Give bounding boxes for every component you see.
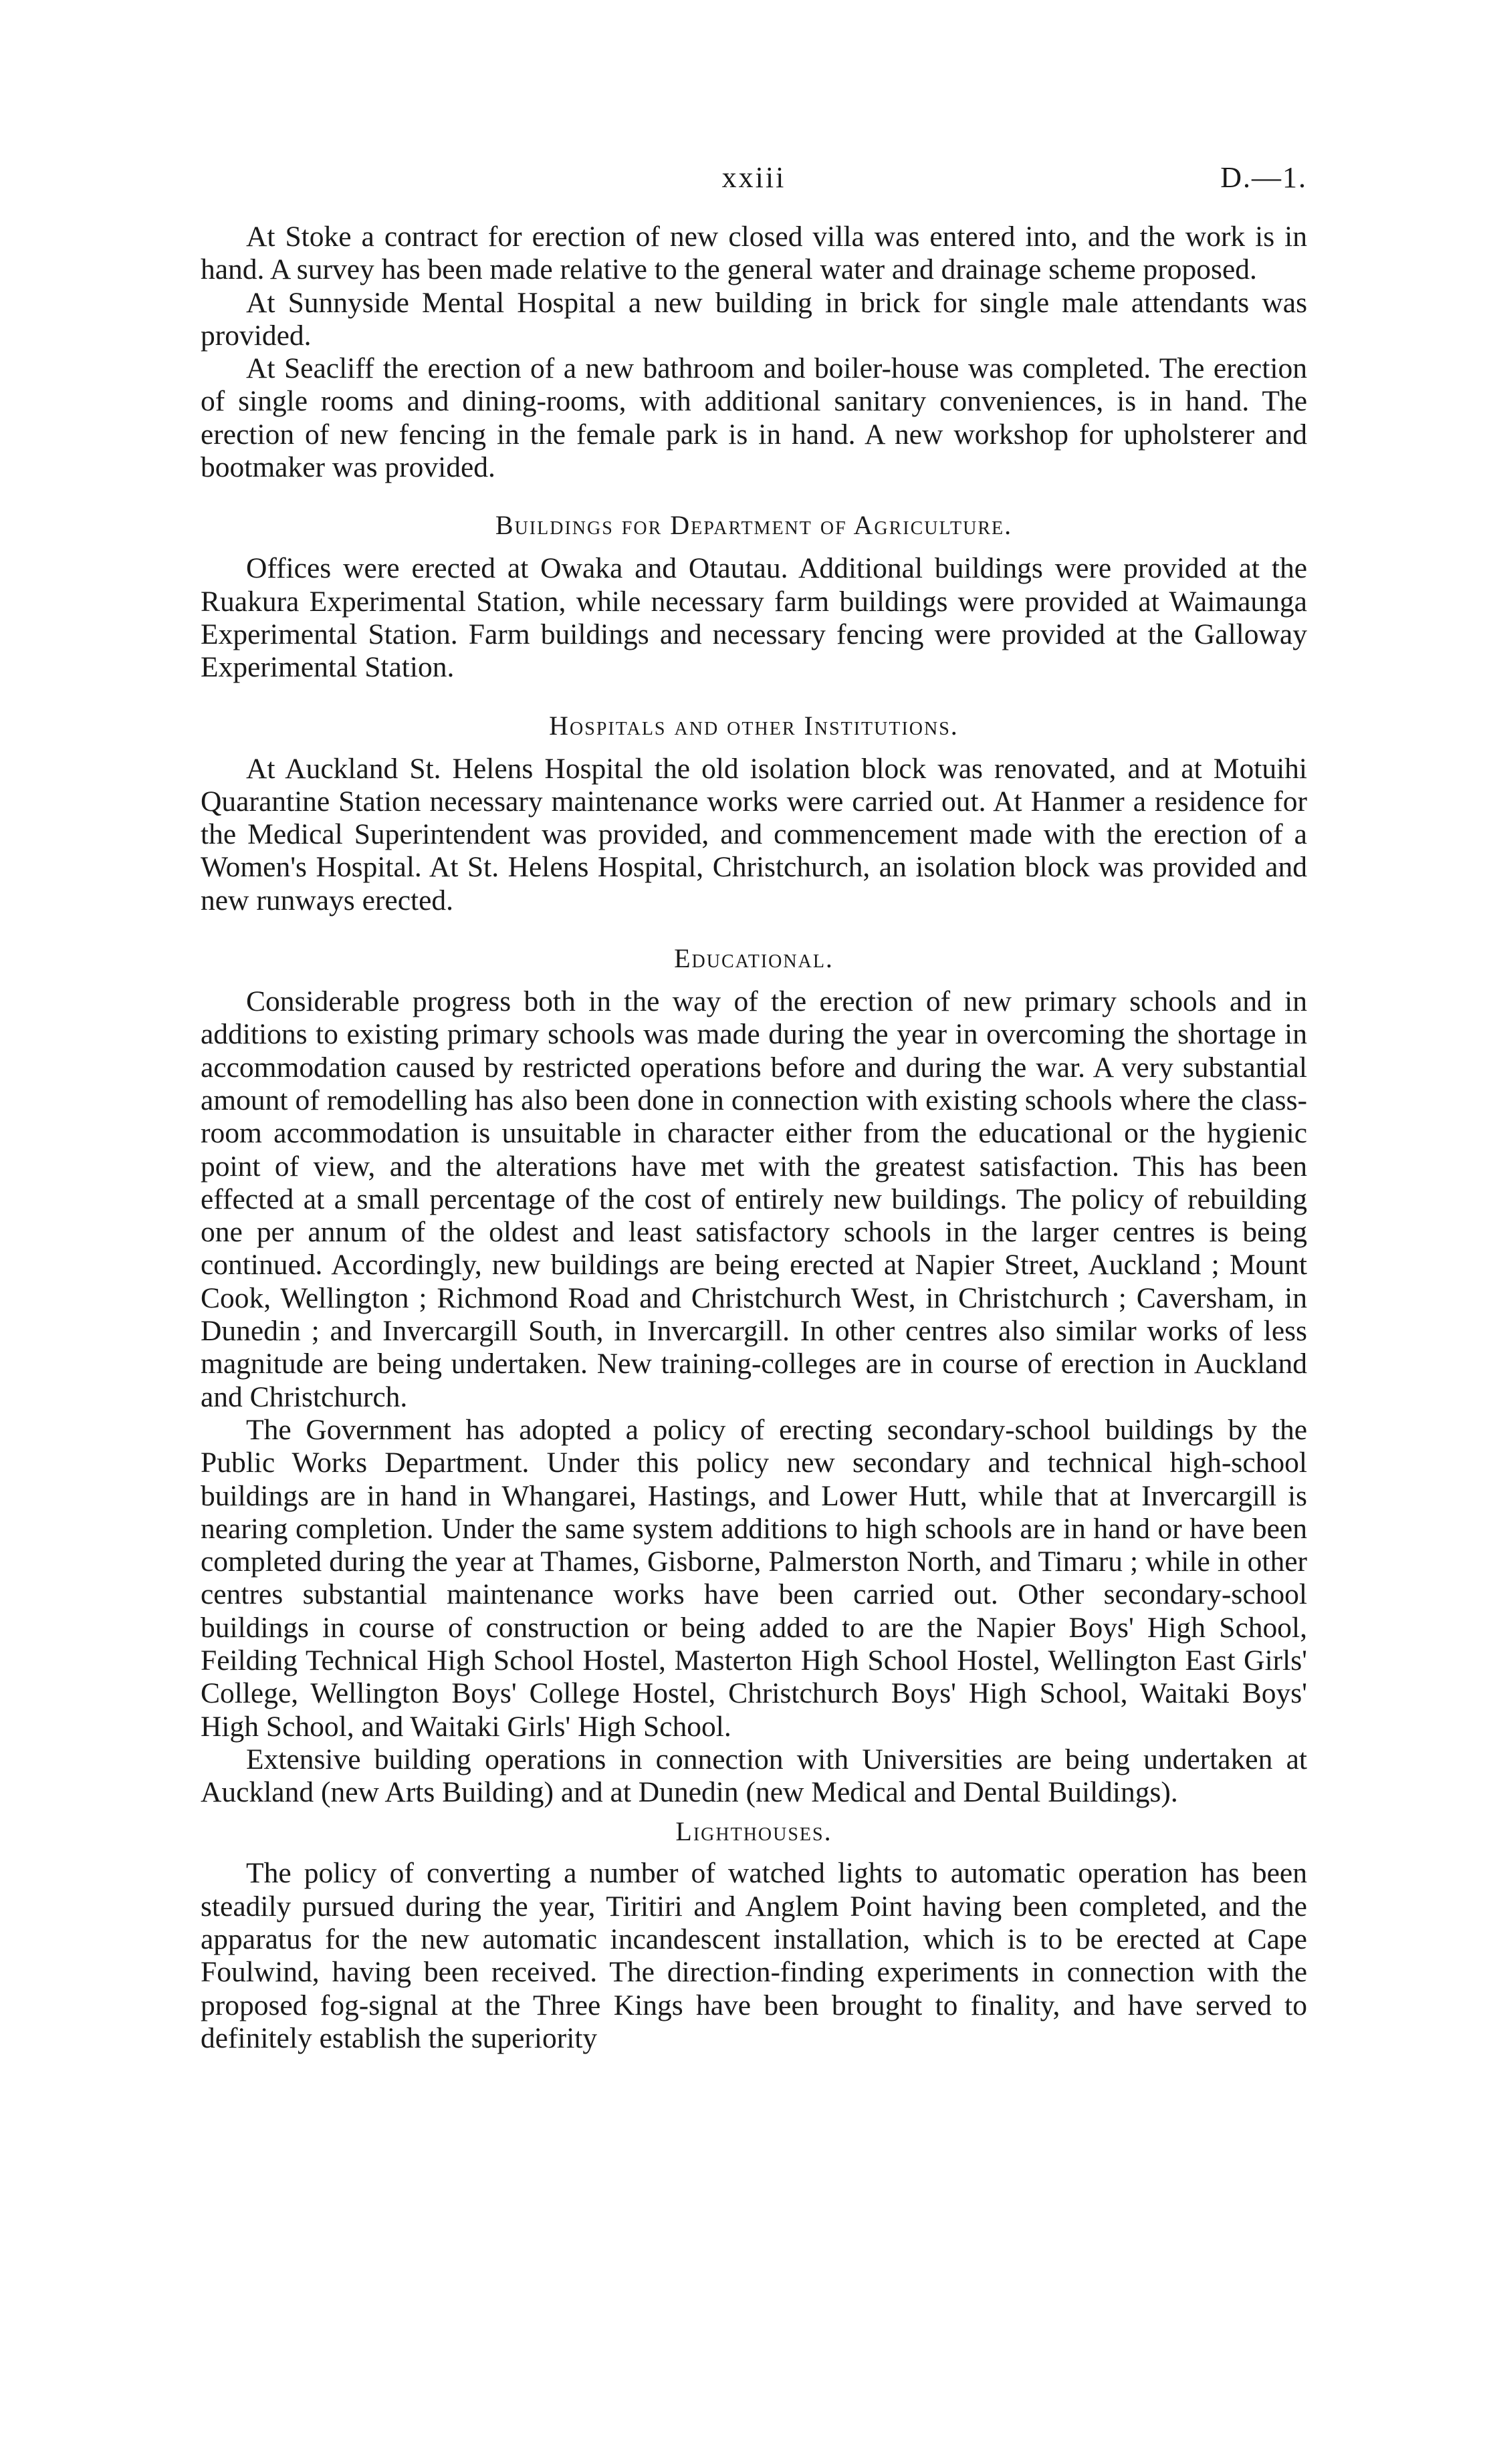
- paragraph-educational-universities: Extensive building operations in connection with Universities are being undertaken at Auckland (new Arts Building) and at Dunedin (new Medical and Dental Buildings).: [201, 1743, 1307, 1809]
- body-text: [201, 221, 1307, 2055]
- paragraph-lighthouses: The policy of converting a number of watched lights to automatic operation has been steadily pursued during the year, Tiritiri and Anglem Point having been completed, and the apparatus for the new automatic incandescent installation, which is to be erected at Cape Foulwind, having been received. The direction-finding experiments in connection with the proposed fog-signal at the Three Kings have been brought to finality, and have served to definitely establish the superiority: [201, 1857, 1307, 2054]
- paragraph-seacliff: At Seacliff the erection of a new bathroom and boiler-house was completed. The erection of single rooms and dining-rooms, with additional sanitary conveniences, is in hand. The erection of new fencing in the female park is in hand. A new workshop for upholsterer and bootmaker was provided.: [201, 352, 1307, 484]
- paragraph-hospitals: At Auckland St. Helens Hospital the old isolation block was renovated, and at Motuihi Quarantine Station necessary maintenance works were carried out. At Hanmer a residence for the Medical Superintendent was provided, and commencement made with the erection of a Women's Hospital. At St. Helens Hospital, Christchurch, an isolation block was provided and new runways erected.: [201, 752, 1307, 916]
- paragraph-educational-secondary: The Government has adopted a policy of erecting secondary-school buildings by the Public Works Department. Under this policy new secondary and technical high-school buildings are in hand in Whangarei, Hastings, and Lower Hutt, while that at Invercargill is nearing completion. Under the same system additions to high schools are in hand or have been completed during the year at Thames, Gisborne, Palmerston North, and Timaru ; while in other centres substantial maintenance works have been carried out. Other secondary-school buildings in course of construction or being added to are the Napier Boys' High School, Feilding Technical High School Hostel, Masterton High School Hostel, Wellington East Girls' College, Wellington Boys' College Hostel, Christchurch Boys' High School, Waitaki Boys' High School, and Waitaki Girls' High School.: [201, 1413, 1307, 1743]
- paragraph-sunnyside: At Sunnyside Mental Hospital a new building in brick for single male attendants was provided.: [201, 286, 1307, 352]
- paragraph-agriculture: Offices were erected at Owaka and Otautau. Additional buildings were provided at the Ruakura Experimental Station, while necessary farm buildings were provided at Waimaunga Experimental Station. Farm buildings and necessary fencing were provided at the Galloway Experimental Station.: [201, 552, 1307, 684]
- heading-educational: Educational.: [674, 943, 834, 974]
- page-number: xxiii: [721, 161, 786, 194]
- paragraph-educational-primary: Considerable progress both in the way of the erection of new primary schools and in additions to existing primary schools was made during the year in overcoming the shortage in accommodation caused by restricted operations before and during the war. A very substantial amount of remodelling has also been done in connection with existing schools where the class-room accommodation is unsuitable in character either from the educational or the hygienic point of view, and the alterations have met with the greatest satisfaction. This has been effected at a small percentage of the cost of entirely new buildings. The policy of rebuilding one per annum of the oldest and least satisfactory schools in the larger centres is being continued. Accordingly, new buildings are being erected at Napier Street, Auckland ; Mount Cook, Wellington ; Richmond Road and Christchurch West, in Christchurch ; Caversham, in Dunedin ; and Invercargill South, in Invercargill. In other centres also similar works of less magnitude are being undertaken. New training-colleges are in course of erection in Auckland and Christchurch.: [201, 985, 1307, 1413]
- document-reference: D.—1.: [1220, 161, 1307, 194]
- heading-hospitals: Hospitals and other Institutions.: [549, 710, 959, 741]
- heading-agriculture: Buildings for Department of Agriculture.: [495, 510, 1013, 541]
- heading-lighthouses: Lighthouses.: [675, 1816, 832, 1847]
- paragraph-stoke: At Stoke a contract for erection of new closed villa was entered into, and the work is in hand. A survey has been made relative to the general water and drainage scheme proposed.: [201, 221, 1307, 286]
- page-header: [201, 160, 1307, 201]
